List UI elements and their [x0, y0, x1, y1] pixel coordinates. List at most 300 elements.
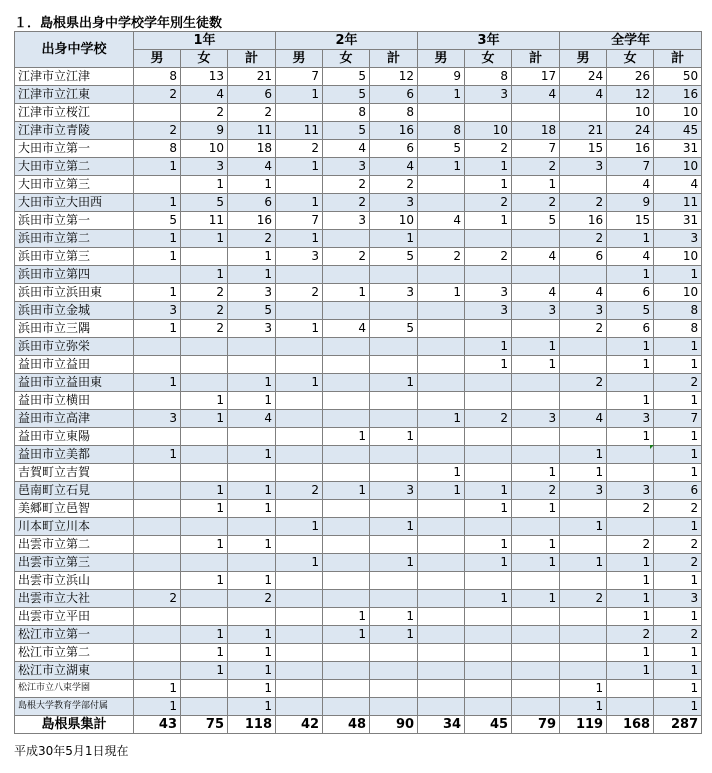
count-cell[interactable] [228, 428, 276, 446]
count-cell[interactable]: 1 [181, 572, 228, 590]
count-cell[interactable]: 1 [512, 338, 560, 356]
count-cell[interactable] [276, 266, 323, 284]
count-cell[interactable]: 1 [654, 446, 702, 464]
count-cell[interactable]: 3 [654, 230, 702, 248]
count-cell[interactable]: 4 [512, 86, 560, 104]
count-cell[interactable]: 3 [560, 158, 607, 176]
school-name-cell[interactable]: 浜田市立第三 [15, 248, 134, 266]
count-cell[interactable] [418, 518, 465, 536]
count-cell[interactable]: 1 [465, 356, 512, 374]
count-cell[interactable]: 1 [654, 644, 702, 662]
count-cell[interactable] [370, 536, 418, 554]
count-cell[interactable]: 3 [560, 482, 607, 500]
count-cell[interactable] [418, 446, 465, 464]
count-cell[interactable] [512, 680, 560, 698]
total-count-cell[interactable]: 45 [465, 716, 512, 734]
count-cell[interactable] [512, 518, 560, 536]
count-cell[interactable]: 1 [276, 230, 323, 248]
count-cell[interactable]: 1 [560, 554, 607, 572]
count-cell[interactable]: 2 [560, 590, 607, 608]
count-cell[interactable]: 4 [228, 410, 276, 428]
count-cell[interactable]: 5 [607, 302, 654, 320]
count-cell[interactable]: 3 [370, 284, 418, 302]
total-count-cell[interactable]: 287 [654, 716, 702, 734]
count-cell[interactable]: 1 [323, 482, 370, 500]
count-cell[interactable] [370, 356, 418, 374]
count-cell[interactable] [323, 338, 370, 356]
count-cell[interactable]: 2 [370, 176, 418, 194]
count-cell[interactable] [228, 338, 276, 356]
count-cell[interactable]: 2 [228, 104, 276, 122]
count-cell[interactable]: 2 [465, 248, 512, 266]
count-cell[interactable]: 2 [512, 194, 560, 212]
count-cell[interactable]: 5 [134, 212, 181, 230]
count-cell[interactable] [276, 536, 323, 554]
count-cell[interactable]: 3 [370, 482, 418, 500]
count-cell[interactable]: 1 [134, 374, 181, 392]
count-cell[interactable] [418, 428, 465, 446]
count-cell[interactable]: 8 [134, 140, 181, 158]
count-cell[interactable]: 1 [228, 248, 276, 266]
count-cell[interactable]: 1 [654, 356, 702, 374]
count-cell[interactable] [134, 572, 181, 590]
count-cell[interactable] [560, 338, 607, 356]
count-cell[interactable]: 1 [465, 590, 512, 608]
count-cell[interactable]: 6 [607, 320, 654, 338]
count-cell[interactable]: 1 [654, 608, 702, 626]
count-cell[interactable]: 10 [181, 140, 228, 158]
school-name-cell[interactable]: 大田市立大田西 [15, 194, 134, 212]
count-cell[interactable]: 4 [560, 284, 607, 302]
count-cell[interactable] [323, 266, 370, 284]
count-cell[interactable]: 1 [465, 176, 512, 194]
count-cell[interactable] [323, 662, 370, 680]
count-cell[interactable] [323, 572, 370, 590]
count-cell[interactable]: 1 [181, 392, 228, 410]
count-cell[interactable] [276, 356, 323, 374]
count-cell[interactable] [276, 644, 323, 662]
count-cell[interactable] [134, 644, 181, 662]
count-cell[interactable]: 1 [276, 374, 323, 392]
count-cell[interactable] [465, 266, 512, 284]
count-cell[interactable]: 1 [607, 392, 654, 410]
school-name-cell[interactable]: 浜田市立第一 [15, 212, 134, 230]
count-cell[interactable] [418, 536, 465, 554]
total-count-cell[interactable]: 75 [181, 716, 228, 734]
count-cell[interactable]: 1 [370, 518, 418, 536]
count-cell[interactable] [323, 554, 370, 572]
count-cell[interactable]: 3 [370, 194, 418, 212]
count-cell[interactable] [370, 644, 418, 662]
count-cell[interactable] [465, 392, 512, 410]
count-cell[interactable]: 2 [181, 320, 228, 338]
count-cell[interactable] [607, 698, 654, 716]
count-cell[interactable]: 1 [228, 626, 276, 644]
count-cell[interactable] [465, 644, 512, 662]
count-cell[interactable] [276, 698, 323, 716]
count-cell[interactable]: 1 [276, 320, 323, 338]
count-cell[interactable]: 1 [607, 572, 654, 590]
count-cell[interactable]: 1 [607, 590, 654, 608]
count-cell[interactable] [134, 608, 181, 626]
school-name-cell[interactable]: 美郷町立邑智 [15, 500, 134, 518]
count-cell[interactable] [418, 176, 465, 194]
school-name-cell[interactable]: 出雲市立大社 [15, 590, 134, 608]
count-cell[interactable]: 1 [181, 230, 228, 248]
count-cell[interactable] [181, 608, 228, 626]
count-cell[interactable]: 4 [370, 158, 418, 176]
count-cell[interactable] [418, 608, 465, 626]
total-count-cell[interactable]: 43 [134, 716, 181, 734]
school-name-cell[interactable]: 大田市立第二 [15, 158, 134, 176]
count-cell[interactable]: 1 [370, 626, 418, 644]
count-cell[interactable]: 2 [134, 122, 181, 140]
count-cell[interactable] [228, 464, 276, 482]
count-cell[interactable] [323, 464, 370, 482]
count-cell[interactable]: 21 [560, 122, 607, 140]
count-cell[interactable]: 31 [654, 140, 702, 158]
count-cell[interactable]: 1 [134, 446, 181, 464]
count-cell[interactable] [418, 320, 465, 338]
school-name-cell[interactable]: 松江市立第一 [15, 626, 134, 644]
count-cell[interactable] [418, 392, 465, 410]
school-name-cell[interactable]: 江津市立桜江 [15, 104, 134, 122]
count-cell[interactable] [323, 392, 370, 410]
count-cell[interactable]: 2 [276, 482, 323, 500]
school-name-cell[interactable]: 浜田市立弥栄 [15, 338, 134, 356]
count-cell[interactable] [181, 518, 228, 536]
count-cell[interactable]: 16 [560, 212, 607, 230]
count-cell[interactable] [607, 680, 654, 698]
count-cell[interactable] [134, 500, 181, 518]
count-cell[interactable]: 1 [134, 698, 181, 716]
count-cell[interactable]: 2 [560, 374, 607, 392]
count-cell[interactable]: 2 [654, 554, 702, 572]
count-cell[interactable]: 2 [323, 248, 370, 266]
count-cell[interactable]: 2 [418, 248, 465, 266]
count-cell[interactable] [228, 518, 276, 536]
count-cell[interactable] [465, 608, 512, 626]
count-cell[interactable]: 1 [228, 446, 276, 464]
count-cell[interactable]: 1 [370, 428, 418, 446]
school-name-cell[interactable]: 松江市立第二 [15, 644, 134, 662]
count-cell[interactable]: 2 [323, 176, 370, 194]
count-cell[interactable] [181, 554, 228, 572]
count-cell[interactable]: 1 [134, 158, 181, 176]
count-cell[interactable]: 7 [512, 140, 560, 158]
count-cell[interactable] [560, 608, 607, 626]
school-name-cell[interactable]: 川本町立川本 [15, 518, 134, 536]
count-cell[interactable] [465, 698, 512, 716]
count-cell[interactable] [465, 230, 512, 248]
count-cell[interactable]: 7 [276, 68, 323, 86]
count-cell[interactable]: 5 [181, 194, 228, 212]
count-cell[interactable]: 2 [607, 626, 654, 644]
count-cell[interactable]: 11 [276, 122, 323, 140]
total-count-cell[interactable]: 168 [607, 716, 654, 734]
count-cell[interactable] [370, 410, 418, 428]
count-cell[interactable]: 4 [181, 86, 228, 104]
count-cell[interactable] [370, 698, 418, 716]
count-cell[interactable]: 6 [654, 482, 702, 500]
count-cell[interactable]: 1 [560, 680, 607, 698]
count-cell[interactable] [134, 482, 181, 500]
count-cell[interactable]: 15 [560, 140, 607, 158]
count-cell[interactable] [418, 266, 465, 284]
school-name-cell[interactable]: 浜田市立金城 [15, 302, 134, 320]
count-cell[interactable]: 2 [654, 626, 702, 644]
count-cell[interactable]: 1 [560, 464, 607, 482]
count-cell[interactable]: 2 [465, 194, 512, 212]
count-cell[interactable]: 4 [607, 248, 654, 266]
count-cell[interactable]: 1 [181, 176, 228, 194]
count-cell[interactable]: 1 [134, 284, 181, 302]
count-cell[interactable]: 2 [181, 284, 228, 302]
count-cell[interactable]: 2 [654, 536, 702, 554]
count-cell[interactable]: 45 [654, 122, 702, 140]
count-cell[interactable]: 2 [276, 140, 323, 158]
school-name-cell[interactable]: 益田市立高津 [15, 410, 134, 428]
count-cell[interactable] [465, 428, 512, 446]
count-cell[interactable]: 10 [370, 212, 418, 230]
count-cell[interactable]: 1 [134, 320, 181, 338]
count-cell[interactable] [323, 374, 370, 392]
count-cell[interactable]: 2 [607, 536, 654, 554]
count-cell[interactable]: 1 [181, 536, 228, 554]
count-cell[interactable] [181, 428, 228, 446]
count-cell[interactable]: 4 [418, 212, 465, 230]
school-name-cell[interactable]: 江津市立青陵 [15, 122, 134, 140]
count-cell[interactable] [323, 590, 370, 608]
count-cell[interactable]: 1 [181, 662, 228, 680]
count-cell[interactable]: 7 [654, 410, 702, 428]
count-cell[interactable]: 1 [370, 554, 418, 572]
count-cell[interactable] [560, 428, 607, 446]
count-cell[interactable]: 1 [228, 266, 276, 284]
count-cell[interactable]: 1 [134, 248, 181, 266]
count-cell[interactable]: 1 [418, 86, 465, 104]
count-cell[interactable] [512, 698, 560, 716]
count-cell[interactable]: 7 [607, 158, 654, 176]
count-cell[interactable] [181, 680, 228, 698]
count-cell[interactable] [465, 446, 512, 464]
count-cell[interactable] [512, 320, 560, 338]
count-cell[interactable] [560, 356, 607, 374]
school-name-cell[interactable]: 浜田市立浜田東 [15, 284, 134, 302]
count-cell[interactable]: 4 [323, 140, 370, 158]
count-cell[interactable]: 10 [654, 284, 702, 302]
count-cell[interactable] [370, 266, 418, 284]
count-cell[interactable] [418, 356, 465, 374]
count-cell[interactable]: 2 [560, 230, 607, 248]
count-cell[interactable] [323, 644, 370, 662]
count-cell[interactable] [560, 626, 607, 644]
count-cell[interactable]: 4 [560, 86, 607, 104]
count-cell[interactable]: 1 [323, 626, 370, 644]
count-cell[interactable]: 9 [607, 194, 654, 212]
count-cell[interactable] [560, 392, 607, 410]
count-cell[interactable]: 1 [370, 374, 418, 392]
school-name-cell[interactable]: 吉賀町立吉賀 [15, 464, 134, 482]
count-cell[interactable] [465, 572, 512, 590]
count-cell[interactable]: 11 [181, 212, 228, 230]
school-name-cell[interactable]: 浜田市立第四 [15, 266, 134, 284]
count-cell[interactable] [370, 500, 418, 518]
count-cell[interactable]: 1 [607, 266, 654, 284]
count-cell[interactable]: 1 [181, 410, 228, 428]
count-cell[interactable]: 4 [512, 248, 560, 266]
count-cell[interactable] [418, 338, 465, 356]
count-cell[interactable]: 1 [512, 464, 560, 482]
count-cell[interactable]: 4 [323, 320, 370, 338]
count-cell[interactable] [418, 626, 465, 644]
count-cell[interactable]: 17 [512, 68, 560, 86]
count-cell[interactable]: 1 [228, 698, 276, 716]
count-cell[interactable]: 1 [276, 194, 323, 212]
school-name-cell[interactable]: 江津市立江東 [15, 86, 134, 104]
count-cell[interactable]: 5 [323, 86, 370, 104]
count-cell[interactable]: 50 [654, 68, 702, 86]
count-cell[interactable]: 1 [607, 644, 654, 662]
count-cell[interactable]: 16 [607, 140, 654, 158]
count-cell[interactable]: 10 [607, 104, 654, 122]
count-cell[interactable] [418, 662, 465, 680]
count-cell[interactable]: 1 [323, 428, 370, 446]
count-cell[interactable] [134, 662, 181, 680]
count-cell[interactable]: 2 [323, 194, 370, 212]
count-cell[interactable]: 3 [512, 302, 560, 320]
count-cell[interactable]: 11 [654, 194, 702, 212]
count-cell[interactable]: 1 [654, 680, 702, 698]
count-cell[interactable]: 1 [228, 680, 276, 698]
count-cell[interactable] [181, 356, 228, 374]
count-cell[interactable] [418, 302, 465, 320]
count-cell[interactable]: 31 [654, 212, 702, 230]
count-cell[interactable] [465, 104, 512, 122]
count-cell[interactable] [323, 536, 370, 554]
count-cell[interactable] [228, 356, 276, 374]
count-cell[interactable]: 5 [418, 140, 465, 158]
count-cell[interactable]: 8 [370, 104, 418, 122]
count-cell[interactable]: 1 [654, 392, 702, 410]
count-cell[interactable]: 4 [654, 176, 702, 194]
count-cell[interactable]: 5 [323, 122, 370, 140]
count-cell[interactable] [181, 590, 228, 608]
count-cell[interactable]: 1 [181, 482, 228, 500]
count-cell[interactable]: 6 [370, 140, 418, 158]
count-cell[interactable] [134, 266, 181, 284]
count-cell[interactable]: 12 [607, 86, 654, 104]
count-cell[interactable]: 8 [134, 68, 181, 86]
count-cell[interactable]: 1 [607, 338, 654, 356]
total-label[interactable]: 島根県集計 [15, 716, 134, 734]
count-cell[interactable] [276, 626, 323, 644]
count-cell[interactable] [370, 572, 418, 590]
count-cell[interactable]: 3 [465, 302, 512, 320]
count-cell[interactable]: 15 [607, 212, 654, 230]
count-cell[interactable] [418, 644, 465, 662]
count-cell[interactable]: 1 [134, 680, 181, 698]
count-cell[interactable]: 5 [228, 302, 276, 320]
count-cell[interactable] [181, 338, 228, 356]
total-count-cell[interactable]: 90 [370, 716, 418, 734]
count-cell[interactable] [465, 662, 512, 680]
count-cell[interactable] [134, 356, 181, 374]
count-cell[interactable]: 1 [418, 410, 465, 428]
count-cell[interactable] [276, 572, 323, 590]
count-cell[interactable]: 3 [181, 158, 228, 176]
count-cell[interactable]: 4 [607, 176, 654, 194]
count-cell[interactable]: 11 [228, 122, 276, 140]
school-name-cell[interactable]: 浜田市立第二 [15, 230, 134, 248]
count-cell[interactable] [465, 374, 512, 392]
count-cell[interactable] [465, 518, 512, 536]
count-cell[interactable] [465, 320, 512, 338]
count-cell[interactable] [181, 698, 228, 716]
count-cell[interactable]: 1 [465, 212, 512, 230]
count-cell[interactable] [370, 392, 418, 410]
count-cell[interactable]: 1 [181, 626, 228, 644]
count-cell[interactable] [276, 338, 323, 356]
count-cell[interactable] [607, 374, 654, 392]
count-cell[interactable]: 8 [465, 68, 512, 86]
count-cell[interactable] [418, 230, 465, 248]
count-cell[interactable]: 1 [512, 356, 560, 374]
count-cell[interactable]: 1 [607, 608, 654, 626]
count-cell[interactable] [465, 464, 512, 482]
total-count-cell[interactable]: 119 [560, 716, 607, 734]
count-cell[interactable]: 1 [181, 500, 228, 518]
count-cell[interactable] [276, 428, 323, 446]
count-cell[interactable]: 1 [323, 284, 370, 302]
count-cell[interactable]: 1 [228, 644, 276, 662]
count-cell[interactable]: 6 [560, 248, 607, 266]
count-cell[interactable]: 1 [654, 698, 702, 716]
count-cell[interactable] [134, 536, 181, 554]
count-cell[interactable] [512, 428, 560, 446]
count-cell[interactable] [560, 266, 607, 284]
count-cell[interactable] [512, 104, 560, 122]
count-cell[interactable] [607, 464, 654, 482]
count-cell[interactable]: 1 [276, 158, 323, 176]
count-cell[interactable] [323, 446, 370, 464]
count-cell[interactable] [512, 572, 560, 590]
count-cell[interactable]: 1 [607, 356, 654, 374]
count-cell[interactable]: 24 [560, 68, 607, 86]
count-cell[interactable]: 16 [654, 86, 702, 104]
count-cell[interactable] [370, 446, 418, 464]
count-cell[interactable]: 1 [512, 500, 560, 518]
count-cell[interactable]: 5 [323, 68, 370, 86]
count-cell[interactable]: 5 [512, 212, 560, 230]
count-cell[interactable]: 8 [418, 122, 465, 140]
count-cell[interactable]: 10 [465, 122, 512, 140]
count-cell[interactable] [418, 680, 465, 698]
count-cell[interactable]: 2 [465, 410, 512, 428]
total-count-cell[interactable]: 118 [228, 716, 276, 734]
count-cell[interactable]: 1 [465, 554, 512, 572]
count-cell[interactable] [370, 464, 418, 482]
count-cell[interactable]: 1 [228, 374, 276, 392]
count-cell[interactable]: 4 [228, 158, 276, 176]
count-cell[interactable]: 2 [560, 194, 607, 212]
count-cell[interactable] [134, 104, 181, 122]
count-cell[interactable] [560, 644, 607, 662]
school-name-cell[interactable]: 出雲市立第三 [15, 554, 134, 572]
count-cell[interactable]: 1 [370, 230, 418, 248]
count-cell[interactable]: 1 [654, 464, 702, 482]
count-cell[interactable]: 12 [370, 68, 418, 86]
